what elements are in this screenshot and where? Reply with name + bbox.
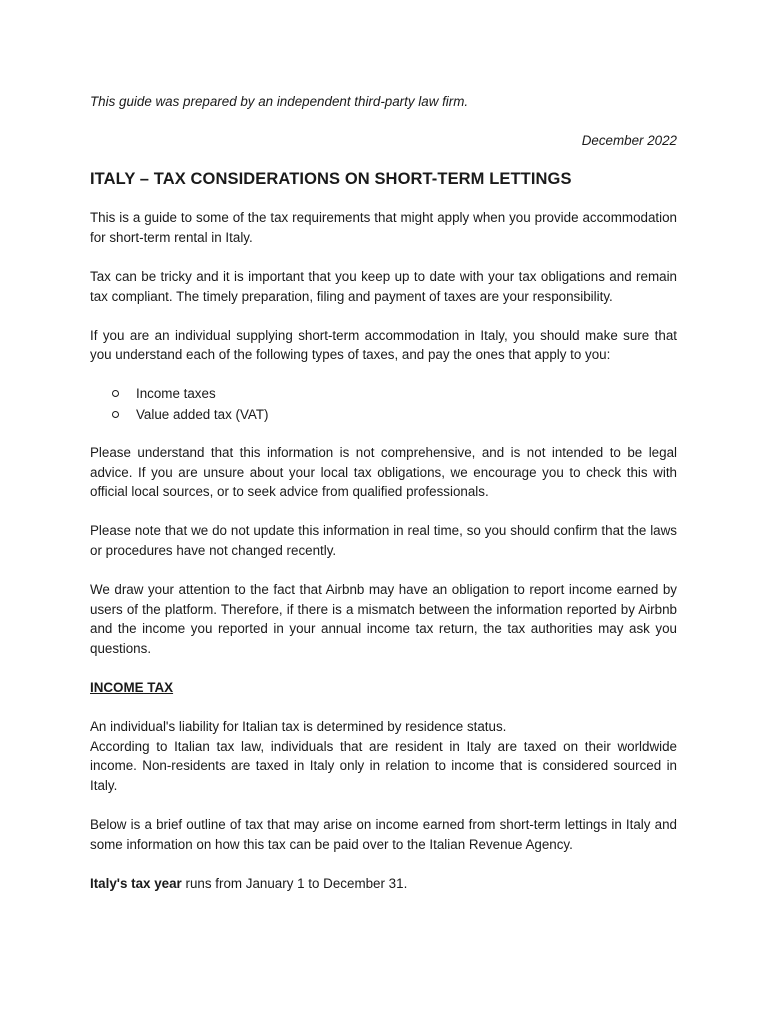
document-title: ITALY – TAX CONSIDERATIONS ON SHORT-TERM LETTINGS bbox=[90, 170, 572, 189]
list-item-label: Income taxes bbox=[136, 385, 216, 401]
not-realtime-paragraph: Please note that we do not update this information in real time, so you should confirm that the laws or procedures have not changed recently. bbox=[90, 523, 677, 558]
tax-types-list bbox=[90, 383, 677, 425]
circle-bullet-icon bbox=[112, 411, 119, 418]
document-date: December 2022 bbox=[581, 132, 677, 148]
residence-status-line: An individual's liability for Italian tax is determined by residence status. bbox=[90, 719, 507, 735]
circle-bullet-icon bbox=[112, 390, 119, 397]
income-tax-heading: INCOME TAX bbox=[90, 680, 174, 696]
tax-year-paragraph bbox=[90, 874, 677, 894]
tax-types-intro-paragraph: If you are an individual supplying short-term accommodation in Italy, you should make sure that you understand each of the following types of taxes, and pay the ones that apply to you: bbox=[90, 327, 677, 363]
tax-year-text: runs from January 1 to December 31. bbox=[181, 876, 408, 891]
intro-paragraph: This is a guide to some of the tax requirements that might apply when you provide accommodation for short-term rental in Italy. bbox=[90, 210, 677, 245]
list-item-label: Value added tax (VAT) bbox=[136, 406, 269, 422]
document-page bbox=[90, 92, 677, 894]
outline-paragraph: Below is a brief outline of tax that may arise on income earned from short-term lettings in Italy and some information on how this tax can be paid over to the Italian Revenue Agency. bbox=[90, 817, 677, 852]
list-item bbox=[112, 404, 677, 425]
not-comprehensive-paragraph: Please understand that this information is not comprehensive, and is not intended to be legal advice. If you are unsure about your local tax obligations, we encourage you to check this with official local sources, or to seek advice from qualified professionals. bbox=[90, 444, 677, 500]
compliance-paragraph: Tax can be tricky and it is important that you keep up to date with your tax obligations and remain tax compliant. The timely preparation, filing and payment of taxes are your responsibility. bbox=[90, 268, 677, 304]
airbnb-reporting-paragraph: We draw your attention to the fact that Airbnb may have an obligation to report income earned by users of the platform. Therefore, if there is a mismatch between the information reported by Airbnb and the income you reported in your annual income tax return, the tax authorities may ask you questions. bbox=[90, 582, 677, 656]
list-item bbox=[112, 383, 677, 404]
residence-taxation-paragraph: According to Italian tax law, individuals that are resident in Italy are taxed on their worldwide income. Non-residents are taxed in Italy only in relation to income that is considered sourced in Italy. bbox=[90, 738, 677, 794]
disclaimer-text: This guide was prepared by an independent third-party law firm. bbox=[90, 94, 469, 109]
tax-year-label: Italy's tax year bbox=[90, 876, 182, 891]
